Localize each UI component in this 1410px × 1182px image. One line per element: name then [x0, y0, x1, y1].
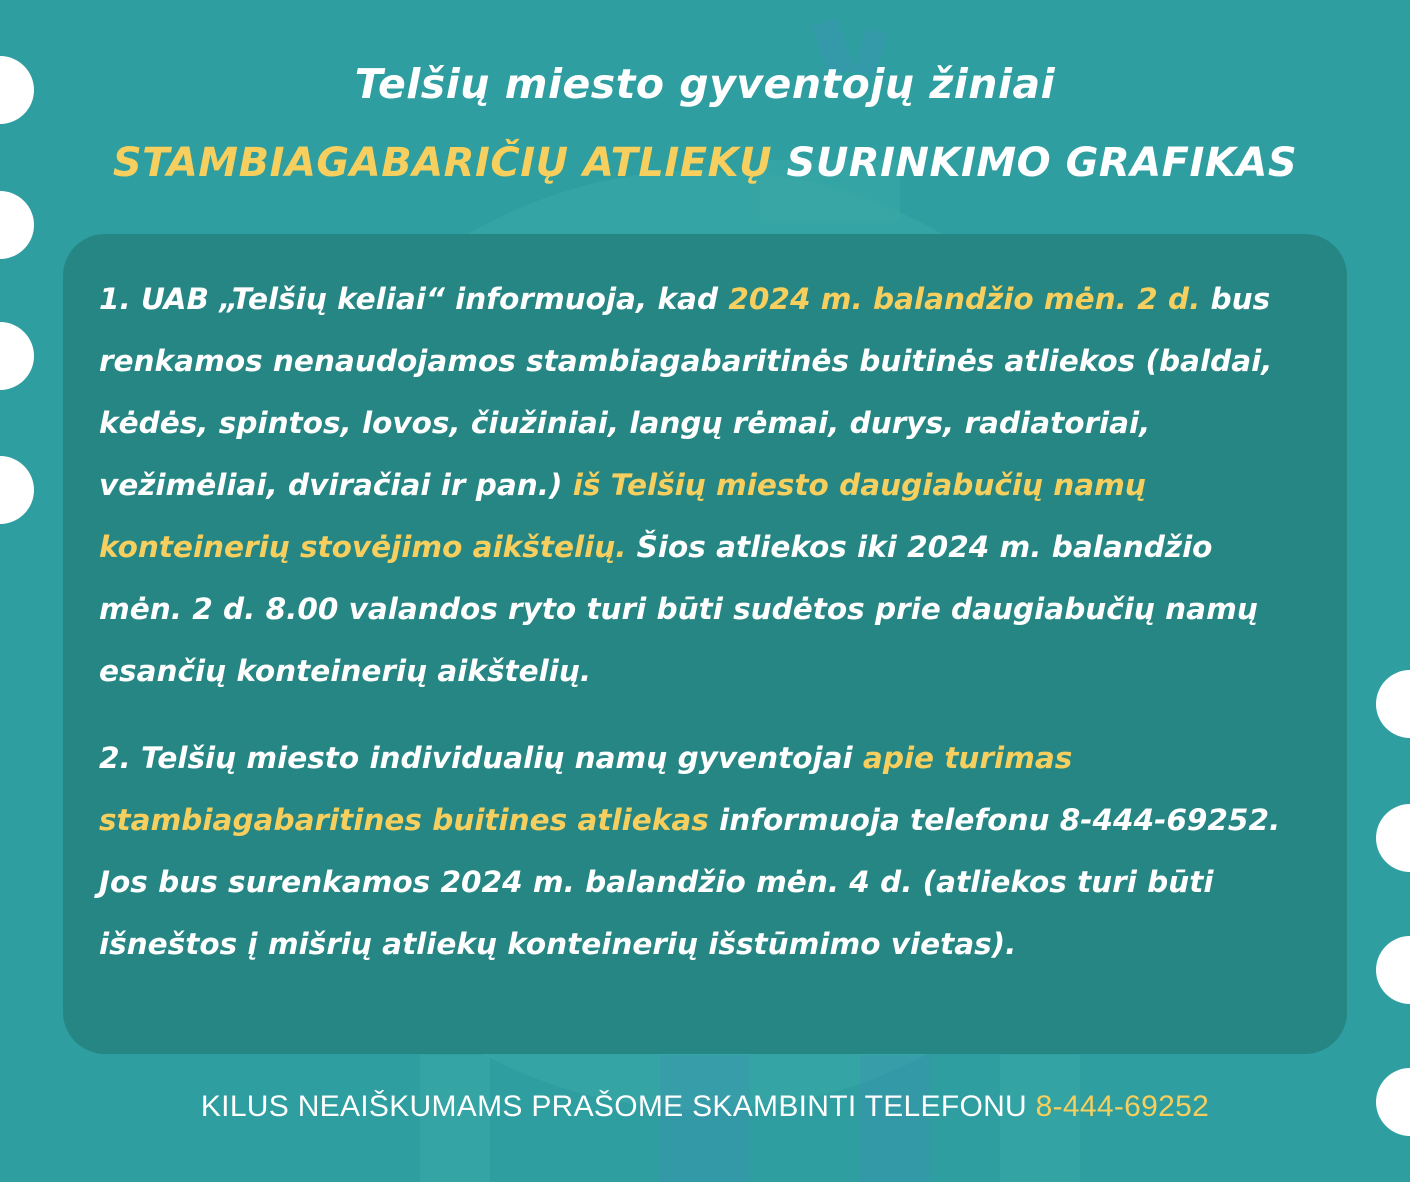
info-item-1	[99, 268, 1305, 702]
item1-location-highlight: iš Telšių miesto daugiabučių namų konteinerių stovėjimo aikštelių.	[99, 468, 1146, 564]
item2-text-2: informuoja telefonu 8-444-69252. Jos bus surenkamos 2024 m. balandžio mėn. 4 d. (atliekos turi būti išneštos į mišrių atliekų konteinerių išstūmimo vietas).	[99, 803, 1281, 961]
info-item-2	[99, 727, 1305, 975]
footer-text: KILUS NEAIŠKUMAMS PRAŠOME SKAMBINTI TELEFONU	[200, 1090, 1036, 1123]
page-subtitle: Telšių miesto gyventojų žiniai	[354, 60, 1056, 108]
item1-text-2: bus renkamos nenaudojamos stambiagabaritinės buitinės atliekos (baldai, kėdės, spintos, lovos, čiužiniai, langų rėmai, durys, radiatoriai, vežimėliai, dviračiai ir pan.)	[99, 282, 1273, 502]
page-title	[0, 140, 1410, 186]
title-highlight: STAMBIAGABARIČIŲ ATLIEKŲ	[112, 140, 773, 186]
item1-text-3: Šios atliekos iki 2024 m. balandžio mėn. 2 d. 8.00 valandos ryto turi būti sudėtos prie daugiabučių namų esančių konteinerių aikštelių.	[99, 530, 1258, 688]
title-rest: SURINKIMO GRAFIKAS	[786, 140, 1298, 186]
info-panel	[63, 234, 1347, 1054]
item2-text-1: 2. Telšių miesto individualių namų gyventojai	[99, 741, 863, 775]
item2-highlight: apie turimas stambiagabaritines buitines atliekas	[99, 741, 1073, 837]
contact-footer	[0, 1090, 1410, 1124]
item1-text-1: 1. UAB „Telšių keliai“ informuoja, kad	[99, 282, 729, 316]
footer-phone[interactable]: 8-444-69252	[1035, 1090, 1210, 1123]
item1-date-highlight: 2024 m. balandžio mėn. 2 d.	[728, 282, 1201, 316]
